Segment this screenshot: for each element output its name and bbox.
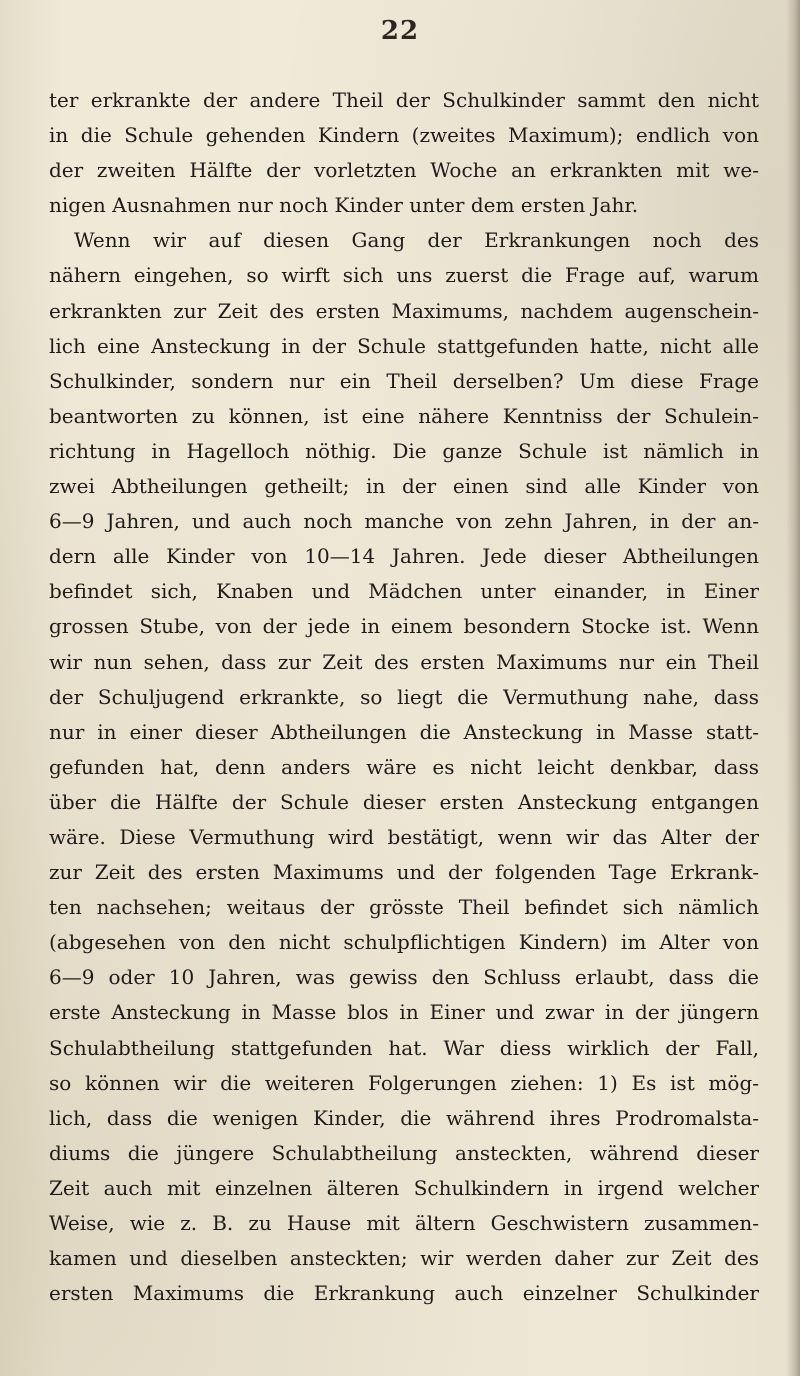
text-line: wäre. Diese Vermuthung wird bestätigt, wenn wir das Alter der bbox=[49, 824, 759, 849]
text-line: dern alle Kinder von 10—14 Jahren. Jede dieser Abtheilungen bbox=[49, 544, 759, 569]
text-line: (abgesehen von den nicht schulpflichtigen Kindern) im Alter von bbox=[49, 930, 759, 955]
text-line: in die Schule gehenden Kindern (zweites Maximum); endlich von bbox=[49, 123, 759, 148]
text-line: Schulkinder, sondern nur ein Theil derselben? Um diese Frage bbox=[49, 368, 759, 393]
text-line: ter erkrankte der andere Theil der Schulkinder sammt den nicht bbox=[49, 88, 759, 112]
text-line: erkrankten zur Zeit des ersten Maximums, nachdem augenschein- bbox=[49, 298, 759, 323]
text-line: diums die jüngere Schulabtheilung ansteckten, während dieser bbox=[49, 1140, 759, 1165]
text-line: zur Zeit des ersten Maximums und der folgenden Tage Erkrank- bbox=[49, 860, 759, 885]
text-line: erste Ansteckung in Masse blos in Einer und zwar in der jüngern bbox=[49, 1000, 759, 1025]
page-number: 22 bbox=[380, 16, 420, 46]
text-line: lich eine Ansteckung in der Schule stattgefunden hatte, nicht alle bbox=[49, 333, 759, 358]
text-line: richtung in Hagelloch nöthig. Die ganze Schule ist nämlich in bbox=[49, 438, 759, 463]
text-line: so können wir die weiteren Folgerungen ziehen: 1) Es ist mög- bbox=[49, 1070, 759, 1095]
text-line: nigen Ausnahmen nur noch Kinder unter dem ersten Jahr. bbox=[49, 193, 639, 218]
text-line: ten nachsehen; weitaus der grösste Theil befindet sich nämlich bbox=[49, 895, 759, 920]
text-line: nähern eingehen, so wirft sich uns zuerst die Frage auf, warum bbox=[49, 263, 759, 288]
text-line: wir nun sehen, dass zur Zeit des ersten Maximums nur ein Theil bbox=[49, 649, 759, 674]
body-text bbox=[49, 83, 759, 1311]
text-line: zwei Abtheilungen getheilt; in der einen sind alle Kinder von bbox=[49, 474, 759, 499]
page-edge-shadow bbox=[786, 0, 800, 1376]
text-line: beantworten zu können, ist eine nähere Kenntniss der Schulein- bbox=[49, 403, 759, 428]
text-line: 6—9 oder 10 Jahren, was gewiss den Schluss erlaubt, dass die bbox=[49, 965, 759, 990]
text-line: über die Hälfte der Schule dieser ersten Ansteckung entgangen bbox=[49, 789, 759, 814]
text-line: Schulabtheilung stattgefunden hat. War diess wirklich der Fall, bbox=[49, 1035, 759, 1060]
text-line: der Schuljugend erkrankte, so liegt die Vermuthung nahe, dass bbox=[49, 684, 759, 709]
text-line: lich, dass die wenigen Kinder, die während ihres Prodromalsta- bbox=[49, 1105, 759, 1130]
text-line: ersten Maximums die Erkrankung auch einzelner Schulkinder bbox=[49, 1281, 759, 1306]
text-line: 6—9 Jahren, und auch noch manche von zehn Jahren, in der an- bbox=[49, 509, 759, 534]
text-line: befindet sich, Knaben und Mädchen unter einander, in Einer bbox=[49, 579, 759, 604]
text-line: kamen und dieselben ansteckten; wir werden daher zur Zeit des bbox=[49, 1246, 759, 1271]
text-line: der zweiten Hälfte der vorletzten Woche an erkrankten mit we- bbox=[49, 158, 759, 183]
text-line: Weise, wie z. B. zu Hause mit ältern Geschwistern zusammen- bbox=[49, 1211, 759, 1235]
text-line: nur in einer dieser Abtheilungen die Ansteckung in Masse statt- bbox=[49, 719, 759, 744]
text-line: gefunden hat, denn anders wäre es nicht leicht denkbar, dass bbox=[49, 754, 759, 779]
text-line: grossen Stube, von der jede in einem besondern Stocke ist. Wenn bbox=[49, 614, 759, 639]
text-line: Wenn wir auf diesen Gang der Erkrankungen noch des bbox=[74, 228, 759, 253]
text-line: Zeit auch mit einzelnen älteren Schulkindern in irgend welcher bbox=[49, 1175, 759, 1200]
